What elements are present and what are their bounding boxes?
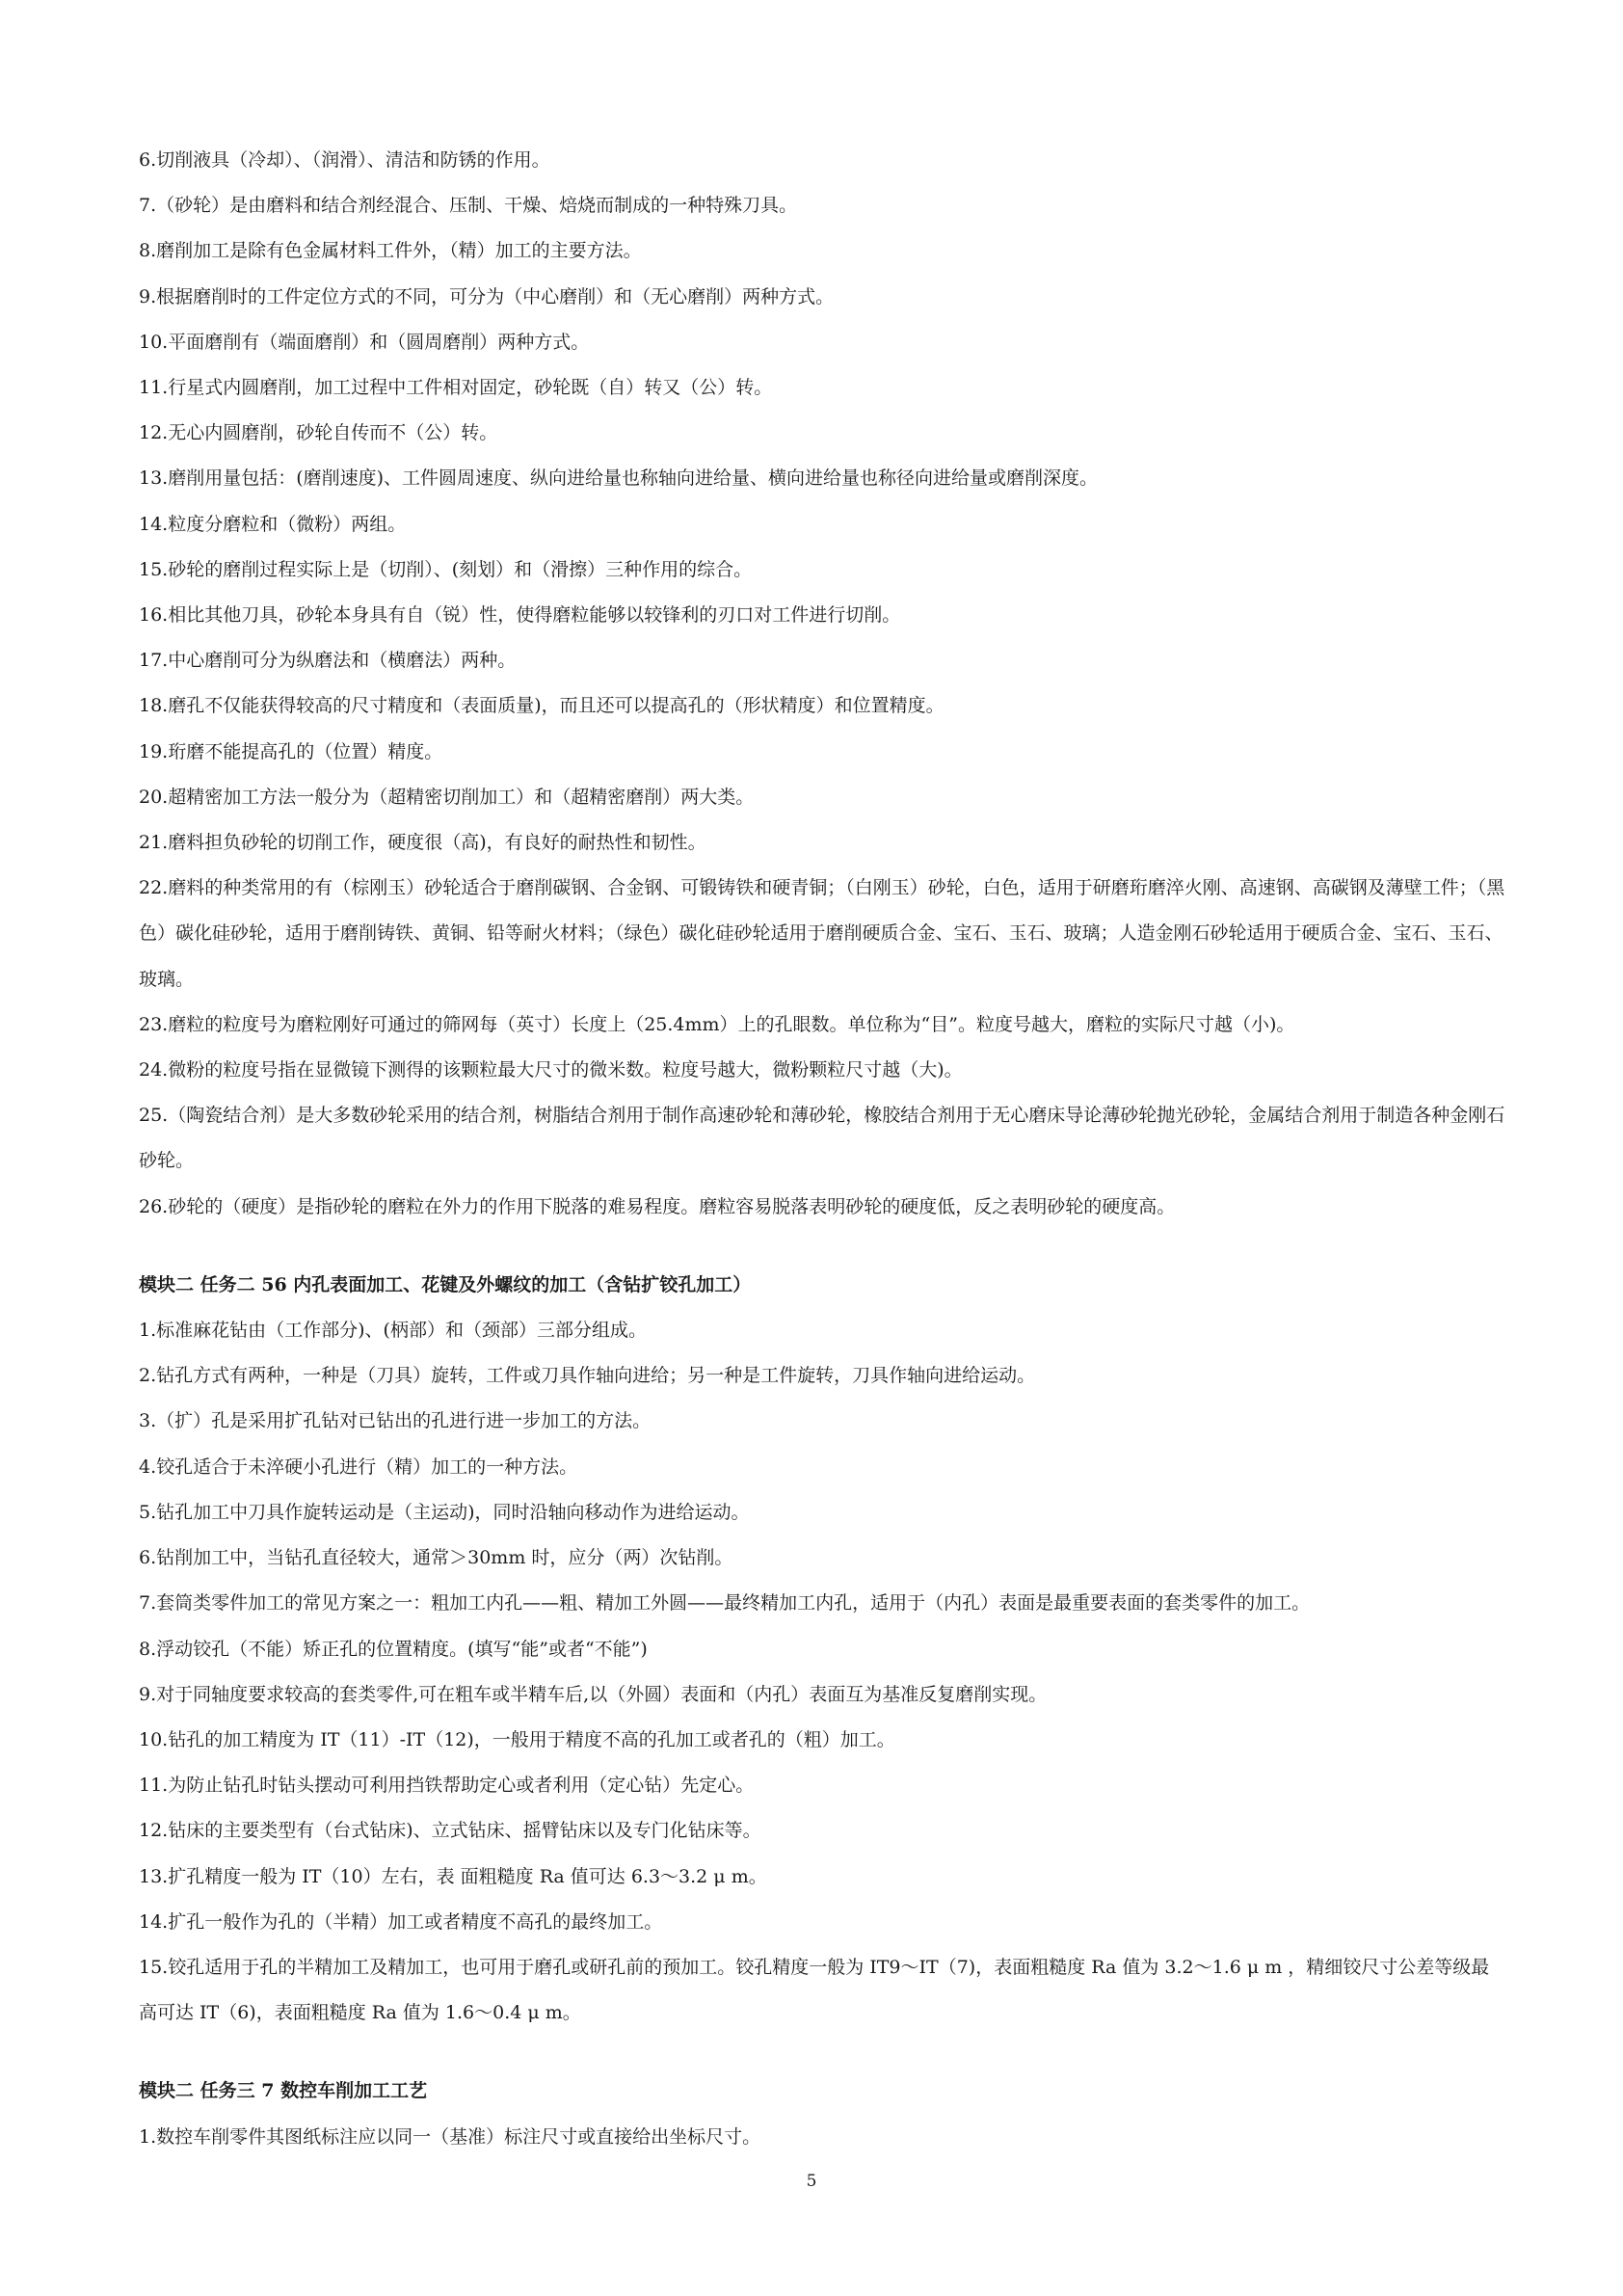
list-item: 17.中心磨削可分为纵磨法和（横磨法）两种。 — [139, 650, 517, 672]
list-item: 15.铰孔适用于孔的半精加工及精加工，也可用于磨孔或研孔前的预加工。铰孔精度一般为 IT9～IT（7)，表面粗糙度 Ra 值为 3.2～1.6 μ m ，精细铰尺寸公差等级最高可达 IT（6)，表面粗糙度 Ra 值为 1.6～0.4 μ m。 — [139, 1956, 1490, 2024]
section-3 — [139, 2069, 1507, 2159]
list-item: 5.钻孔加工中刀具作旋转运动是（主运动)，同时沿轴向移动作为进给运动。 — [139, 1501, 750, 1523]
list-item: 8.浮动铰孔（不能）矫正孔的位置精度。(填写“能”或者“不能”) — [139, 1638, 648, 1660]
list-item: 7.（砂轮）是由磨料和结合剂经混合、压制、干燥、焙烧而制成的一种特殊刀具。 — [139, 195, 798, 217]
list-item: 3.（扩）孔是采用扩孔钻对已钻出的孔进行进一步加工的方法。 — [139, 1410, 652, 1432]
list-item: 14.扩孔一般作为孔的（半精）加工或者精度不高孔的最终加工。 — [139, 1910, 663, 1933]
list-item: 8.磨削加工是除有色金属材料工件外，（精）加工的主要方法。 — [139, 240, 642, 262]
list-item: 12.钻床的主要类型有（台式钻床)、立式钻床、摇臂钻床以及专门化钻床等。 — [139, 1820, 761, 1842]
list-item: 11.行星式内圆磨削，加工过程中工件相对固定，砂轮既（自）转又（公）转。 — [139, 377, 773, 399]
list-item: 6.切削液具（冷却）、（润滑）、清洁和防锈的作用。 — [139, 149, 550, 171]
list-item: 24.微粉的粒度号指在显微镜下测得的该颗粒最大尺寸的微米数。粒度号越大，微粉颗粒尺寸越（大)。 — [139, 1059, 963, 1081]
list-item: 14.粒度分磨粒和（微粉）两组。 — [139, 513, 407, 535]
list-item: 6.钻削加工中，当钻孔直径较大，通常＞30mm 时，应分（两）次钻削。 — [139, 1547, 733, 1569]
list-item: 13.磨削用量包括：(磨削速度)、工件圆周速度、纵向进给量也称轴向进给量、横向进给量也称径向进给量或磨削深度。 — [139, 467, 1099, 490]
list-item: 9.对于同轴度要求较高的套类零件,可在粗车或半精车后,以（外圆）表面和（内孔）表面互为基准反复磨削实现。 — [139, 1683, 1048, 1705]
list-item: 4.铰孔适合于未淬硬小孔进行（精）加工的一种方法。 — [139, 1455, 578, 1478]
list-item: 19.珩磨不能提高孔的（位置）精度。 — [139, 740, 443, 762]
section-heading: 模块二 任务二 56 内孔表面加工、花键及外螺纹的加工（含钻扩铰孔加工） — [139, 1273, 752, 1295]
section-gap — [139, 1230, 1507, 1263]
list-item: 13.扩孔精度一般为 IT（10）左右，表 面粗糙度 Ra 值可达 6.3～3.2 μ m。 — [139, 1865, 767, 1887]
list-item: 1.标准麻花钻由（工作部分)、(柄部）和（颈部）三部分组成。 — [139, 1320, 647, 1342]
list-item: 10.平面磨削有（端面磨削）和（圆周磨削）两种方式。 — [139, 331, 590, 353]
list-item: 23.磨粒的粒度号为磨粒刚好可通过的筛网每（英寸）长度上（25.4mm）上的孔眼数。单位称为“目”。粒度号越大，磨粒的实际尺寸越（小)。 — [139, 1013, 1295, 1035]
list-item: 22.磨料的种类常用的有（棕刚玉）砂轮适合于磨削碳钢、合金钢、可锻铸铁和硬青铜；（白刚玉）砂轮，白色，适用于研磨珩磨淬火刚、高速钢、高碳钢及薄壁工件；（黑色）碳化硅砂轮，适用于磨削铸铁、黄铜、铅等耐火材料；（绿色）碳化硅砂轮适用于磨削硬质合金、宝石、玉石、玻璃；人造金刚石砂轮适用于硬质合金、宝石、玉石、玻璃。 — [139, 877, 1505, 990]
list-item: 9.根据磨削时的工件定位方式的不同，可分为（中心磨削）和（无心磨削）两种方式。 — [139, 285, 835, 307]
list-item: 10.钻孔的加工精度为 IT（11）-IT（12)，一般用于精度不高的孔加工或者孔的（粗）加工。 — [139, 1728, 895, 1750]
section-gap — [139, 2036, 1507, 2069]
list-item: 11.为防止钻孔时钻头摆动可利用挡铁帮助定心或者利用（定心钻）先定心。 — [139, 1775, 755, 1797]
list-item: 21.磨料担负砂轮的切削工作，硬度很（高)，有良好的耐热性和韧性。 — [139, 832, 706, 854]
section-2 — [139, 1263, 1507, 2036]
page-number: 5 — [806, 2172, 817, 2191]
list-item: 25.（陶瓷结合剂）是大多数砂轮采用的结合剂，树脂结合剂用于制作高速砂轮和薄砂轮，橡胶结合剂用于无心磨床导论薄砂轮抛光砂轮，金属结合剂用于制造各种金刚石砂轮。 — [139, 1105, 1505, 1172]
list-item: 7.套筒类零件加工的常见方案之一：粗加工内孔——粗、精加工外圆——最终精加工内孔，适用于（内孔）表面是最重要表面的套类零件的加工。 — [139, 1592, 1311, 1615]
list-item: 2.钻孔方式有两种，一种是（刀具）旋转，工件或刀具作轴向进给；另一种是工件旋转，刀具作轴向进给运动。 — [139, 1365, 1036, 1387]
section-1-list — [139, 138, 1507, 1230]
list-item: 12.无心内圆磨削，砂轮自传而不（公）转。 — [139, 422, 498, 444]
list-item: 15.砂轮的磨削过程实际上是（切削）、(刻划）和（滑擦）三种作用的综合。 — [139, 558, 753, 580]
document-page — [139, 138, 1507, 2160]
list-item: 18.磨孔不仅能获得较高的尺寸精度和（表面质量)，而且还可以提高孔的（形状精度）和位置精度。 — [139, 695, 945, 717]
section-heading: 模块二 任务三 7 数控车削加工工艺 — [139, 2080, 428, 2102]
list-item: 1.数控车削零件其图纸标注应以同一（基准）标注尺寸或直接给出坐标尺寸。 — [139, 2125, 761, 2148]
list-item: 26.砂轮的（硬度）是指砂轮的磨粒在外力的作用下脱落的难易程度。磨粒容易脱落表明砂轮的硬度低，反之表明砂轮的硬度高。 — [139, 1195, 1176, 1217]
list-item: 20.超精密加工方法一般分为（超精密切削加工）和（超精密磨削）两大类。 — [139, 786, 755, 808]
list-item: 16.相比其他刀具，砂轮本身具有自（锐）性，使得磨粒能够以较锋利的刃口对工件进行切削。 — [139, 604, 901, 627]
